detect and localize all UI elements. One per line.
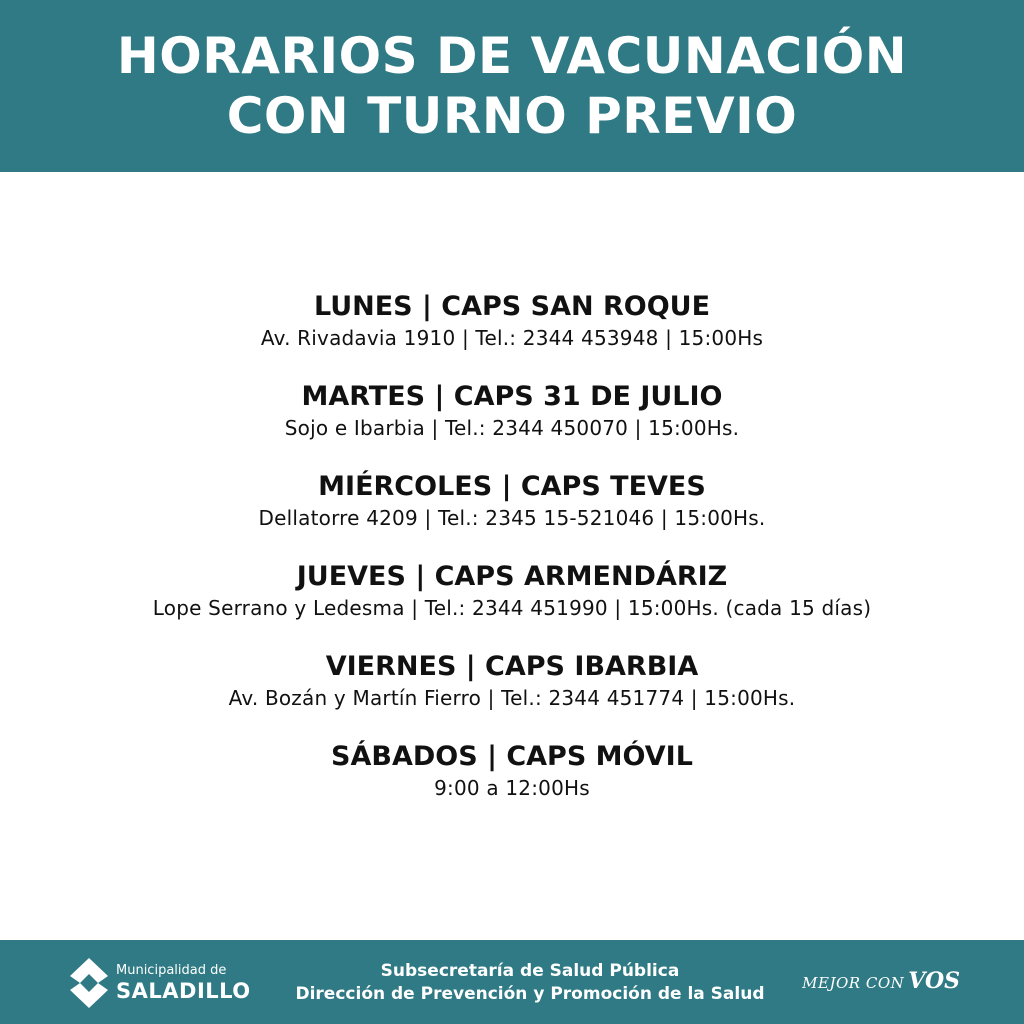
footer-band (0, 940, 1024, 1024)
logo-small-text: Municipalidad de (116, 963, 227, 978)
header-title-line-1: HORARIOS DE VACUNACIÓN (116, 27, 908, 85)
entry-detail: Lope Serrano y Ledesma | Tel.: 2344 451990 | 15:00Hs. (cada 15 días) (152, 596, 872, 620)
entry-title: JUEVES | CAPS ARMENDÁRIZ (296, 561, 728, 592)
entry-detail: Sojo e Ibarbia | Tel.: 2344 450070 | 15:00Hs. (284, 416, 740, 440)
entry-title: MIÉRCOLES | CAPS TEVES (318, 471, 706, 502)
schedule-entry-tuesday (285, 380, 739, 442)
footer-department-text (260, 960, 800, 1006)
entry-title: VIERNES | CAPS IBARBIA (325, 651, 699, 682)
footer-line-1: Subsecretaría de Salud Pública (380, 961, 680, 981)
slogan (802, 968, 960, 994)
schedule-entry-thursday (153, 560, 871, 622)
footer-line-2: Dirección de Prevención y Promoción de la Salud (295, 984, 765, 1004)
logo-big-text: SALADILLO (116, 979, 251, 1003)
slogan-part-2: VOS (908, 968, 960, 994)
schedule-entry-saturday (331, 740, 693, 802)
municipal-logo-icon (68, 956, 110, 1010)
header-band (0, 0, 1024, 172)
municipal-logo (68, 956, 251, 1010)
schedule-list (0, 290, 1024, 830)
header-title-line-2: CON TURNO PREVIO (226, 87, 798, 145)
entry-detail: Av. Rivadavia 1910 | Tel.: 2344 453948 | 15:00Hs (260, 326, 764, 350)
schedule-entry-wednesday (259, 470, 766, 532)
entry-detail: Av. Bozán y Martín Fierro | Tel.: 2344 451774 | 15:00Hs. (228, 686, 796, 710)
entry-detail: Dellatorre 4209 | Tel.: 2345 15-521046 | 15:00Hs. (258, 506, 766, 530)
schedule-entry-monday (261, 290, 763, 352)
slogan-part-1: MEJOR CON (802, 974, 905, 992)
schedule-entry-friday (229, 650, 796, 712)
entry-detail: 9:00 a 12:00Hs (434, 776, 590, 800)
entry-title: SÁBADOS | CAPS MÓVIL (331, 741, 693, 772)
entry-title: MARTES | CAPS 31 DE JULIO (301, 381, 723, 412)
entry-title: LUNES | CAPS SAN ROQUE (313, 291, 711, 322)
